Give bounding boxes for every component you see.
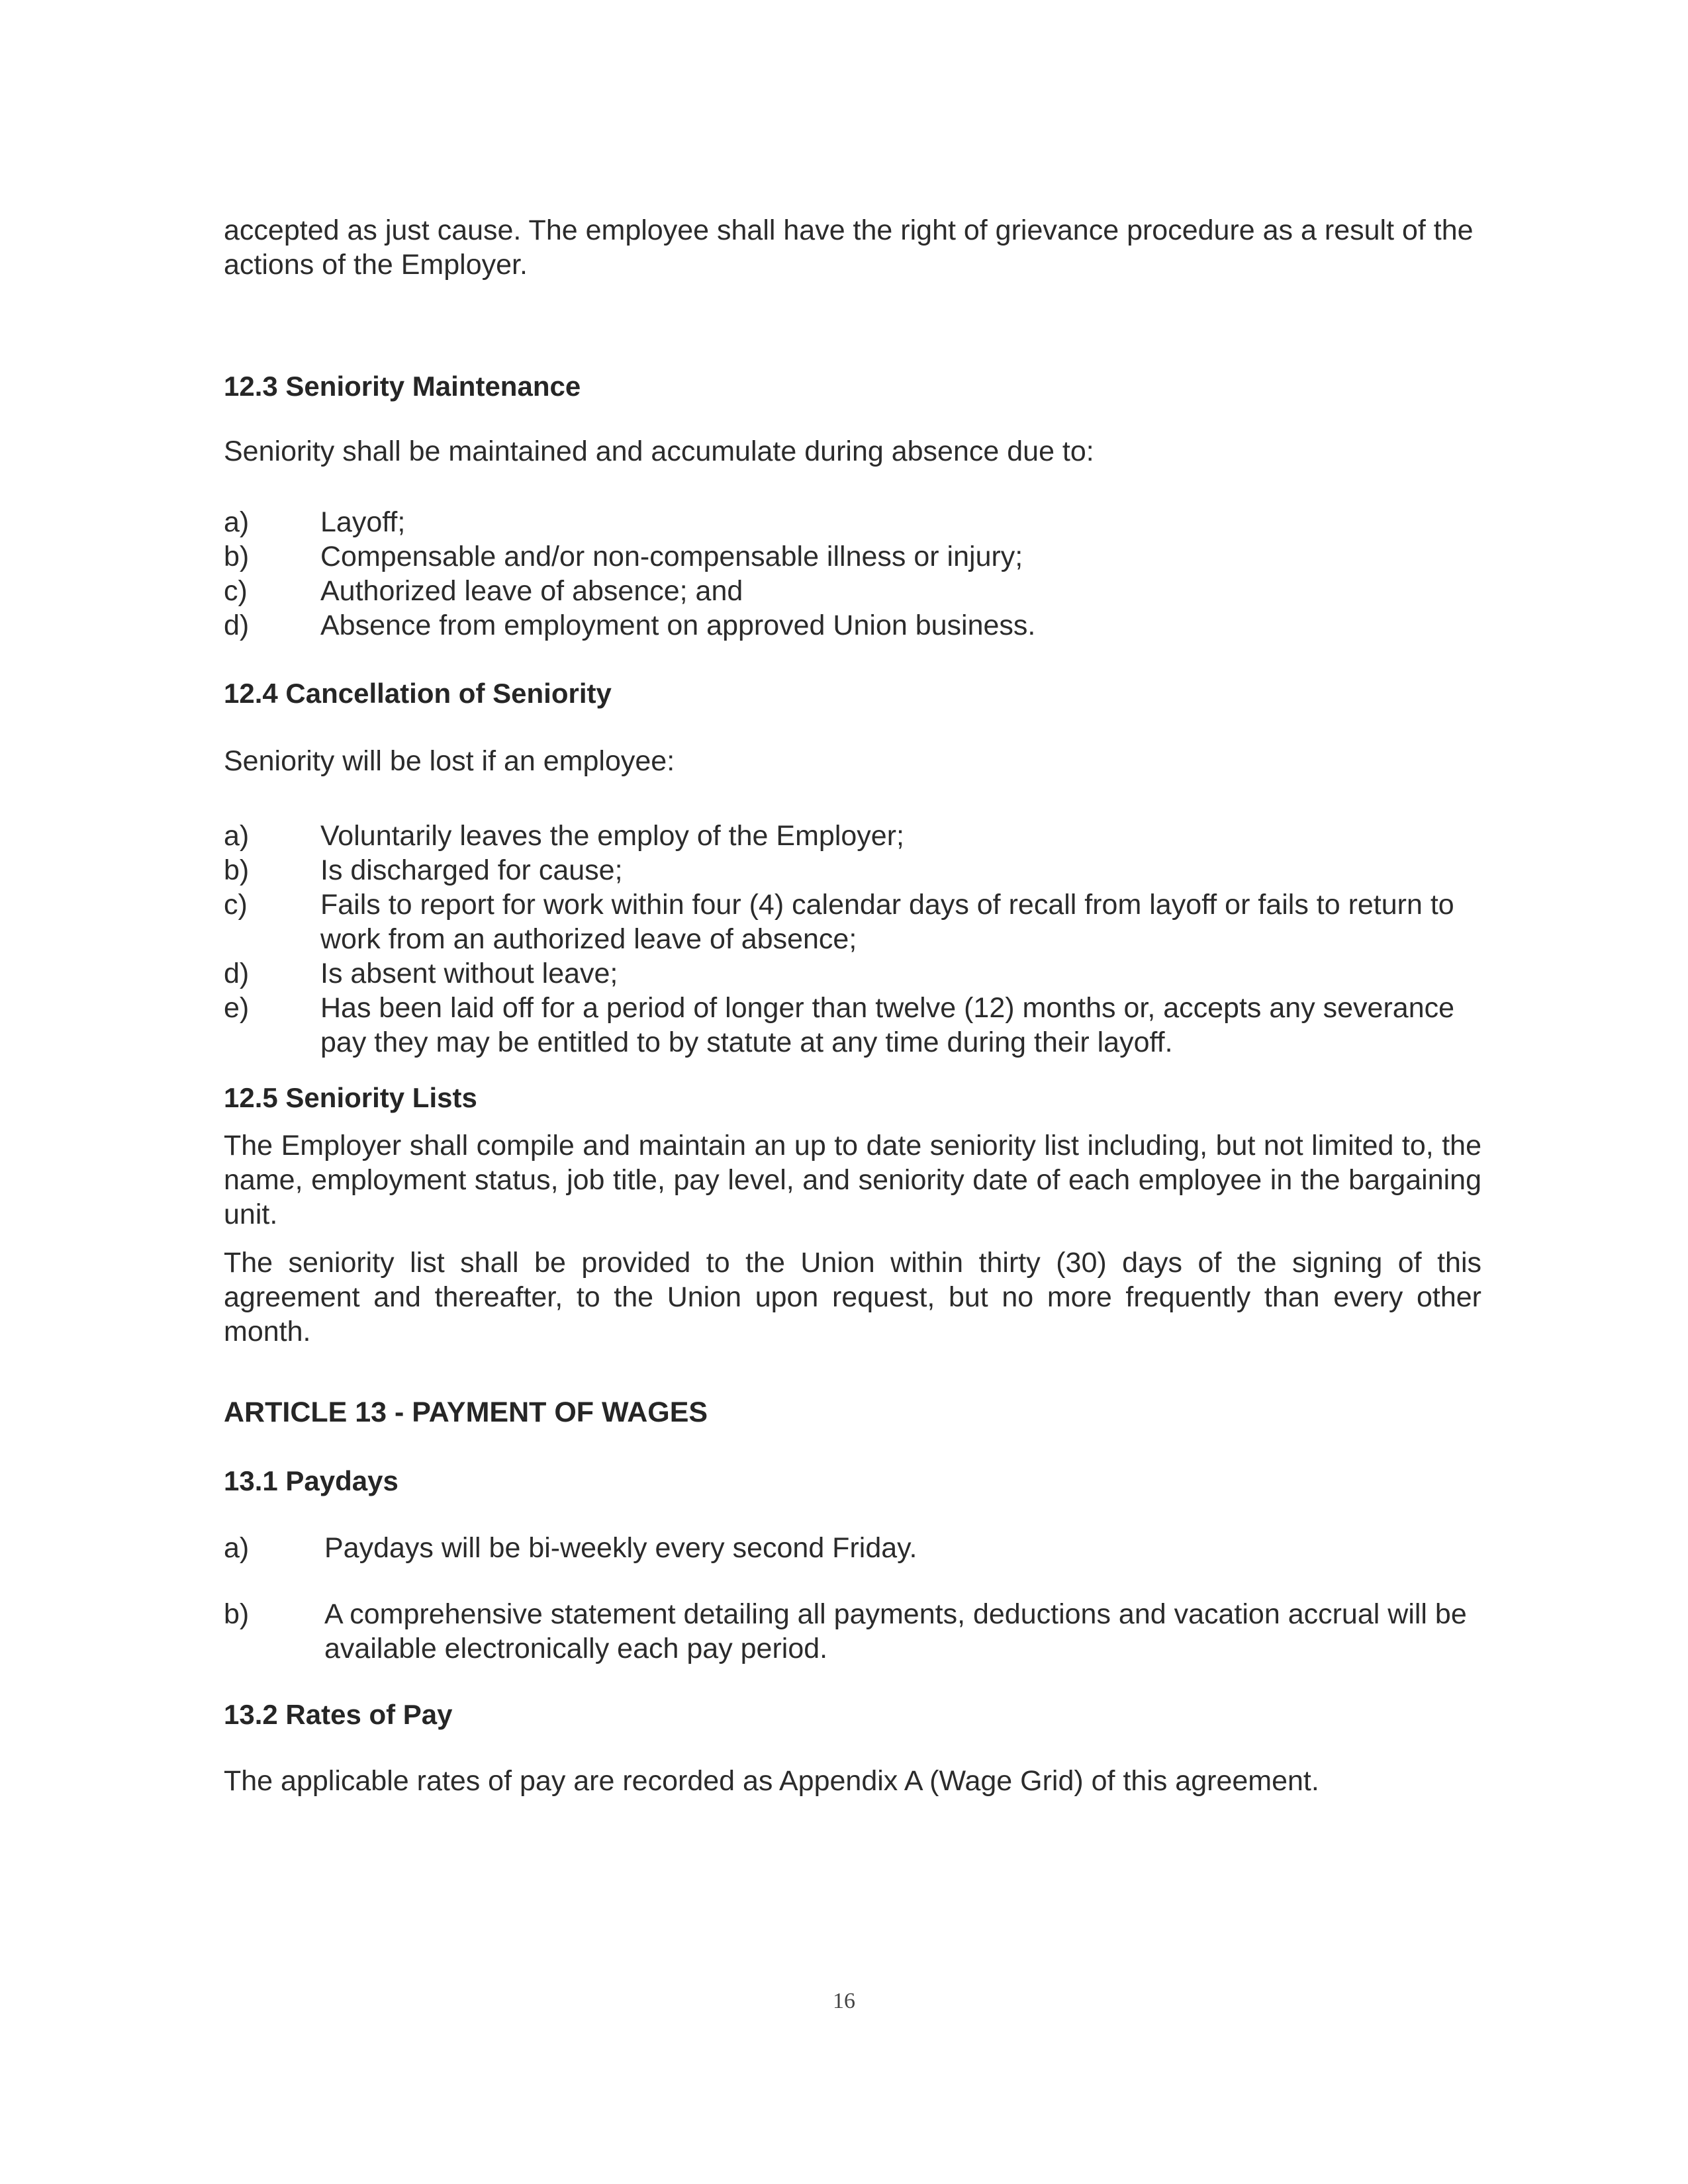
list-marker: b) — [224, 854, 250, 886]
list-item — [224, 853, 1468, 887]
section-13-1-heading: 13.1 Paydays — [224, 1465, 399, 1496]
list-marker: d) — [224, 958, 250, 989]
section-13-2-text: The applicable rates of pay are recorded as Appendix A (Wage Grid) of this agreement. — [224, 1765, 1319, 1797]
list-item — [224, 539, 1481, 574]
list-item — [224, 887, 1468, 956]
list-marker: d) — [224, 610, 250, 641]
list-text: Fails to report for work within four (4) calendar days of recall from layoff or fails to return to work from an authorized leave of absence; — [320, 889, 1454, 955]
list-marker: a) — [224, 1532, 250, 1564]
section-12-4-list — [224, 819, 1468, 1060]
list-text: Absence from employment on approved Union business. — [320, 610, 1036, 641]
list-text: Paydays will be bi-weekly every second Friday. — [324, 1532, 917, 1564]
section-12-4-heading: 12.4 Cancellation of Seniority — [224, 678, 612, 709]
list-marker: a) — [224, 506, 250, 538]
list-marker: c) — [224, 889, 248, 921]
section-12-3-lead: Seniority shall be maintained and accumulate during absence due to: — [224, 435, 1094, 467]
section-12-3-list — [224, 505, 1481, 643]
list-marker: c) — [224, 575, 248, 607]
list-text: Voluntarily leaves the employ of the Employer; — [320, 820, 904, 852]
list-item — [224, 608, 1481, 643]
list-item — [224, 956, 1468, 991]
list-text: Compensable and/or non-compensable illness or injury; — [320, 541, 1023, 572]
section-12-5-heading: 12.5 Seniority Lists — [224, 1082, 477, 1113]
list-text: Is discharged for cause; — [320, 854, 623, 886]
article-13-heading: ARTICLE 13 - PAYMENT OF WAGES — [224, 1396, 708, 1428]
section-12-3-heading: 12.3 Seniority Maintenance — [224, 371, 581, 402]
list-item — [224, 505, 1481, 539]
list-item — [224, 1531, 1468, 1565]
list-marker: e) — [224, 992, 250, 1024]
list-text: Authorized leave of absence; and — [320, 575, 743, 607]
list-item — [224, 574, 1481, 608]
section-13-1-list — [224, 1531, 1468, 1698]
section-12-5-paragraph-2: The seniority list shall be provided to the Union within thirty (30) days of the signing of this agreement and thereafter, to the Union upon request, but no more frequently than every other month. — [224, 1247, 1481, 1347]
list-text: Layoff; — [320, 506, 406, 538]
list-marker: b) — [224, 1598, 250, 1630]
page-number: 16 — [833, 1989, 855, 2013]
list-text: A comprehensive statement detailing all payments, deductions and vacation accrual will be available electronically each pay period. — [324, 1598, 1467, 1664]
list-item — [224, 991, 1468, 1060]
list-item — [224, 819, 1468, 853]
list-text: Is absent without leave; — [320, 958, 618, 989]
list-marker: b) — [224, 541, 250, 572]
section-12-5-paragraph-1: The Employer shall compile and maintain an up to date seniority list including, but not limited to, the name, employment status, job title, pay level, and seniority date of each employee in the bargaining unit. — [224, 1130, 1481, 1230]
section-12-4-lead: Seniority will be lost if an employee: — [224, 745, 675, 777]
section-13-2-heading: 13.2 Rates of Pay — [224, 1699, 453, 1730]
intro-paragraph: accepted as just cause. The employee shall have the right of grievance procedure as a result of the actions of the Employer. — [224, 214, 1474, 281]
list-item — [224, 1597, 1468, 1666]
list-marker: a) — [224, 820, 250, 852]
list-text: Has been laid off for a period of longer than twelve (12) months or, accepts any severance pay they may be entitled to by statute at any time during their layoff. — [320, 992, 1455, 1058]
